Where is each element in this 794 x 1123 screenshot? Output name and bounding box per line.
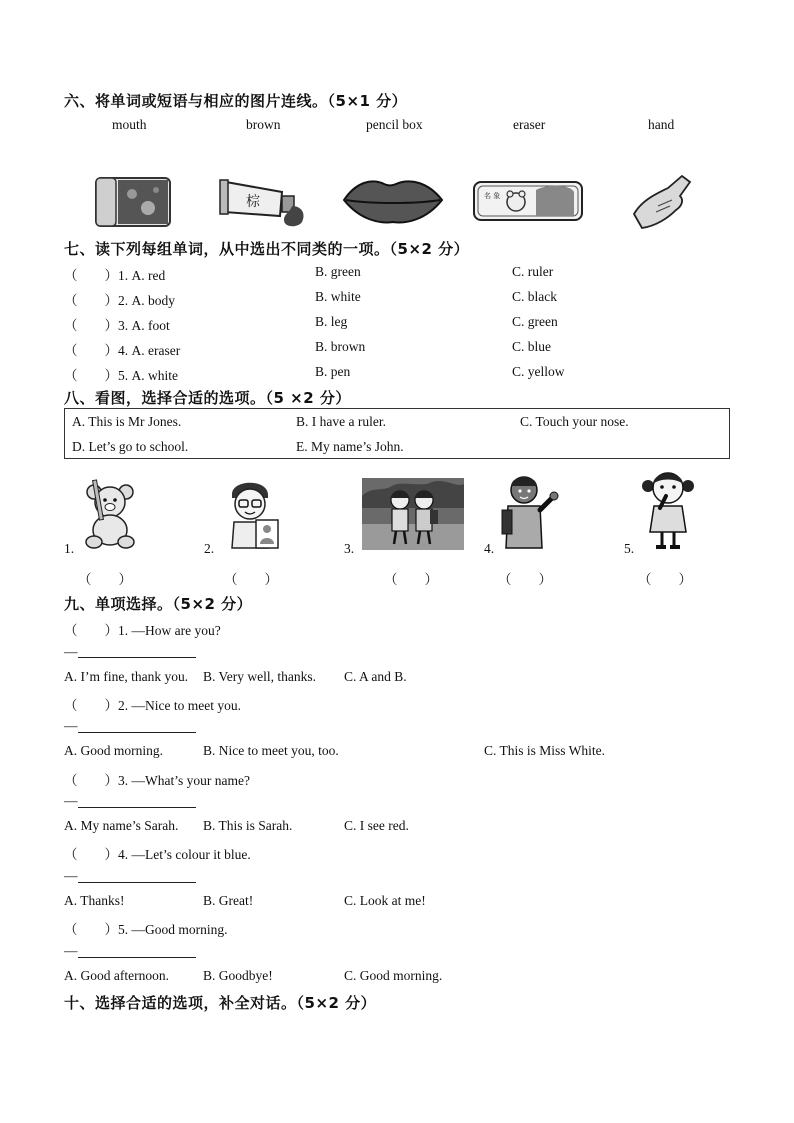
s9-q5-b: B. Goodbye! (203, 968, 273, 983)
hand-picture (628, 170, 694, 232)
s8-option-b: B. I have a ruler. (296, 414, 386, 429)
s9-q5: （ ）5. —Good morning. (64, 922, 228, 937)
s7-q5: （ ）5. A. white (64, 368, 178, 383)
s8-bracket-2: （ ） (224, 572, 278, 587)
s9-q2-a: A. Good morning. (64, 743, 163, 758)
s9-q4-answer-line (78, 882, 196, 883)
tube-label: 棕 (246, 194, 260, 210)
s8-num-5: 5. (624, 541, 635, 556)
s7-q4: （ ）4. A. eraser (64, 343, 181, 358)
s7-q1-b: B. green (315, 264, 361, 279)
s9-q2-answer-line (78, 732, 196, 733)
s9-q4-a: A. Thanks! (64, 893, 125, 908)
s9-q3-dash: — (64, 793, 78, 808)
s8-num-1: 1. (64, 541, 75, 556)
s7-q1: （ ）1. A. red (64, 268, 166, 283)
s9-q1-c: C. A and B. (344, 669, 407, 684)
s9-q3-a: A. My name’s Sarah. (64, 818, 179, 833)
s9-q2-b: B. Nice to meet you, too. (203, 743, 339, 758)
paint-tube-picture (218, 172, 310, 232)
s9-q4: （ ）4. —Let’s colour it blue. (64, 847, 251, 862)
s8-bracket-1: （ ） (78, 572, 132, 587)
s7-q3-c: C. green (512, 314, 558, 329)
s7-q1-c: C. ruler (512, 264, 554, 279)
boy-waving-picture (500, 472, 560, 552)
eraser-picture (92, 172, 174, 230)
s9-q5-a: A. Good afternoon. (64, 968, 169, 983)
s8-option-d: D. Let’s go to school. (72, 439, 189, 454)
mouth-picture (340, 174, 446, 226)
s9-q3-c: C. I see red. (344, 818, 409, 833)
s7-q2-b: B. white (315, 289, 361, 304)
section-9-heading: 九、单项选择。（5×2 分） (64, 595, 253, 613)
s9-q3-answer-line (78, 807, 196, 808)
teddy-bear-picture (80, 478, 144, 550)
word-mouth: mouth (112, 117, 147, 132)
word-brown: brown (246, 117, 281, 132)
s9-q2-dash: — (64, 718, 78, 733)
s8-option-e: E. My name’s John. (296, 439, 404, 454)
s8-num-2: 2. (204, 541, 215, 556)
s9-q4-c: C. Look at me! (344, 893, 426, 908)
s7-q3-b: B. leg (315, 314, 348, 329)
s8-option-c: C. Touch your nose. (520, 414, 629, 429)
s7-q3: （ ）3. A. foot (64, 318, 170, 333)
kids-school-picture (362, 478, 464, 550)
s7-q5-c: C. yellow (512, 364, 565, 379)
s9-q1-dash: — (64, 644, 78, 659)
girl-touching-nose-picture (640, 468, 696, 552)
section-10-heading: 十、选择合适的选项，补全对话。（5×2 分） (64, 994, 377, 1012)
s7-q2: （ ）2. A. body (64, 293, 175, 308)
s9-q4-b: B. Great! (203, 893, 254, 908)
s7-q2-c: C. black (512, 289, 557, 304)
section-6-heading: 六、将单词或短语与相应的图片连线。（5×1 分） (64, 92, 408, 110)
s9-q1-b: B. Very well, thanks. (203, 669, 316, 684)
s9-q1: （ ）1. —How are you? (64, 623, 221, 638)
s9-q1-a: A. I’m fine, thank you. (64, 669, 189, 684)
s8-num-4: 4. (484, 541, 495, 556)
s8-num-3: 3. (344, 541, 355, 556)
word-hand: hand (648, 117, 675, 132)
pencil-box-label: 名 象 (484, 192, 501, 200)
s8-bracket-3: （ ） (384, 572, 438, 587)
section-8-heading: 八、看图，选择合适的选项。（5 ×2 分） (64, 389, 351, 407)
s7-q5-b: B. pen (315, 364, 351, 379)
s9-q2-c: C. This is Miss White. (484, 743, 606, 758)
s9-q4-dash: — (64, 868, 78, 883)
s8-option-a: A. This is Mr Jones. (72, 414, 182, 429)
s9-q5-c: C. Good morning. (344, 968, 443, 983)
s7-q4-b: B. brown (315, 339, 366, 354)
s8-bracket-5: （ ） (638, 572, 692, 587)
s9-q5-answer-line (78, 957, 196, 958)
boy-with-photo-picture (222, 476, 282, 552)
pencil-box-picture (472, 180, 584, 222)
s8-bracket-4: （ ） (498, 572, 552, 587)
s9-q3: （ ）3. —What’s your name? (64, 773, 250, 788)
s9-q2: （ ）2. —Nice to meet you. (64, 698, 241, 713)
word-pencil-box: pencil box (366, 117, 423, 132)
s9-q3-b: B. This is Sarah. (203, 818, 293, 833)
word-eraser: eraser (513, 117, 546, 132)
s9-q5-dash: — (64, 943, 78, 958)
section-7-heading: 七、读下列每组单词，从中选出不同类的一项。（5×2 分） (64, 240, 470, 258)
s7-q4-c: C. blue (512, 339, 551, 354)
s9-q1-answer-line (78, 657, 196, 658)
